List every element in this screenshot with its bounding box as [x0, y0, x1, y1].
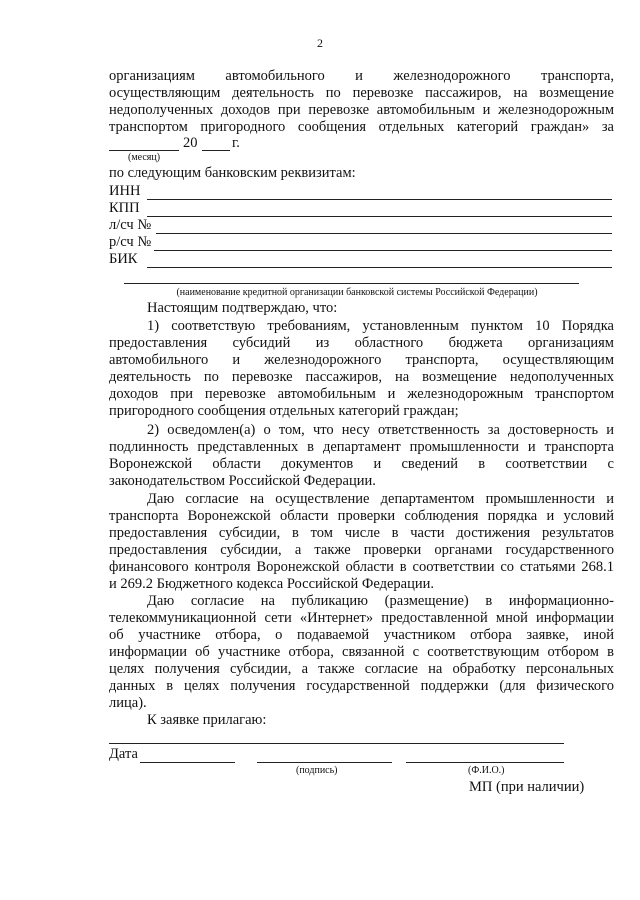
text-line: предоставления субсидии, в том числе в части достижения результатов — [109, 525, 614, 541]
text-line: 2) осведомлен(а) о том, что несу ответственность за достоверность и — [147, 422, 614, 438]
bik-field-line — [147, 267, 612, 268]
text-line: финансового контроля Воронежской области в соответствии со статьями 268.1 — [109, 559, 614, 575]
text-line: телекоммуникационной сети «Интернет» предоставленной мной информации — [109, 610, 614, 626]
month-caption: (месяц) — [128, 152, 161, 163]
date-field-line — [140, 762, 235, 763]
text-line: лица). — [109, 695, 147, 711]
text-line: осуществляющим деятельность по перевозке пассажиров, на возмещение — [109, 85, 614, 101]
item-2-paragraph — [109, 422, 614, 490]
text-line: доходов при перевозке автомобильным и железнодорожным транспортом — [109, 386, 614, 402]
intro-paragraph — [109, 68, 614, 136]
text-line: Воронежской области документов и сведений в соответствии с — [109, 456, 614, 472]
text-line: Даю согласие на публикацию (размещение) в информационно- — [147, 593, 614, 609]
page-number: 2 — [317, 36, 323, 50]
ls-field-line — [156, 233, 612, 234]
rs-field-line — [154, 250, 612, 251]
text-line: транспортом пригородного сообщения отдельных категорий граждан» за — [109, 119, 614, 135]
text-line: подлинность представленных в департамент промышленности и транспорта — [109, 439, 614, 455]
text-line: пригородного сообщения отдельных категорий граждан; — [109, 403, 459, 419]
text-line: 1) соответствую требованиям, установленным пунктом 10 Порядка — [147, 318, 614, 334]
text-line: целях получения субсидии, а также согласие на обработку персональных — [109, 661, 614, 677]
bank-caption: (наименование кредитной организации банковской системы Российской Федерации) — [176, 287, 538, 298]
date-label: Дата — [109, 746, 138, 762]
requisite-inn: ИНН — [109, 183, 141, 199]
bank-intro: по следующим банковским реквизитам: — [109, 165, 356, 181]
text-line: данных в целях получения государственной поддержки (для физического — [109, 678, 614, 694]
text-line: Даю согласие на осуществление департаментом промышленности и — [147, 491, 614, 507]
consent-check-paragraph — [109, 491, 614, 593]
name-caption: (Ф.И.О.) — [468, 765, 505, 776]
attachments-line — [109, 743, 564, 744]
requisite-kpp: КПП — [109, 200, 140, 216]
stamp-label: МП (при наличии) — [469, 779, 585, 795]
text-line: и 269.2 Бюджетного кодекса Российской Федерации. — [109, 576, 435, 592]
text-line: информации об участнике отбора, связанной с соответствующим отбором в — [109, 644, 614, 660]
confirm-heading: Настоящим подтверждаю, что: — [147, 300, 338, 316]
year-blank — [202, 150, 230, 151]
requisite-rs: р/сч № — [109, 234, 152, 250]
name-field-line — [406, 762, 564, 763]
signature-caption: (подпись) — [296, 765, 338, 776]
inn-field-line — [147, 199, 612, 200]
text-line: автомобильного и железнодорожного транспорта, осуществляющим — [109, 352, 614, 368]
text-line: деятельность по перевозке пассажиров, на возмещение недополученных — [109, 369, 614, 385]
year-suffix: г. — [232, 135, 240, 151]
text-line: предоставления субсидии, а также проверки органами государственного — [109, 542, 614, 558]
consent-publication-paragraph — [109, 593, 614, 712]
attachments-label: К заявке прилагаю: — [147, 712, 267, 728]
requisite-bik: БИК — [109, 251, 138, 267]
bank-name-line — [124, 283, 579, 284]
kpp-field-line — [147, 216, 612, 217]
signature-field-line — [257, 762, 392, 763]
text-line: организациям автомобильного и железнодорожного транспорта, — [109, 68, 614, 84]
year-prefix: 20 — [183, 135, 198, 151]
text-line: предоставления субсидий из областного бюджета организациям — [109, 335, 614, 351]
text-line: транспорта Воронежской области проверки соблюдения порядка и условий — [109, 508, 614, 524]
text-line: законодательством Российской Федерации. — [109, 473, 376, 489]
text-line: недополученных доходов при перевозке автомобильным и железнодорожным — [109, 102, 614, 118]
month-blank — [109, 150, 179, 151]
item-1-paragraph — [109, 318, 614, 420]
text-line: об участнике отбора, о подаваемой участником отбора заявке, иной — [109, 627, 614, 643]
requisite-ls: л/сч № — [109, 217, 152, 233]
